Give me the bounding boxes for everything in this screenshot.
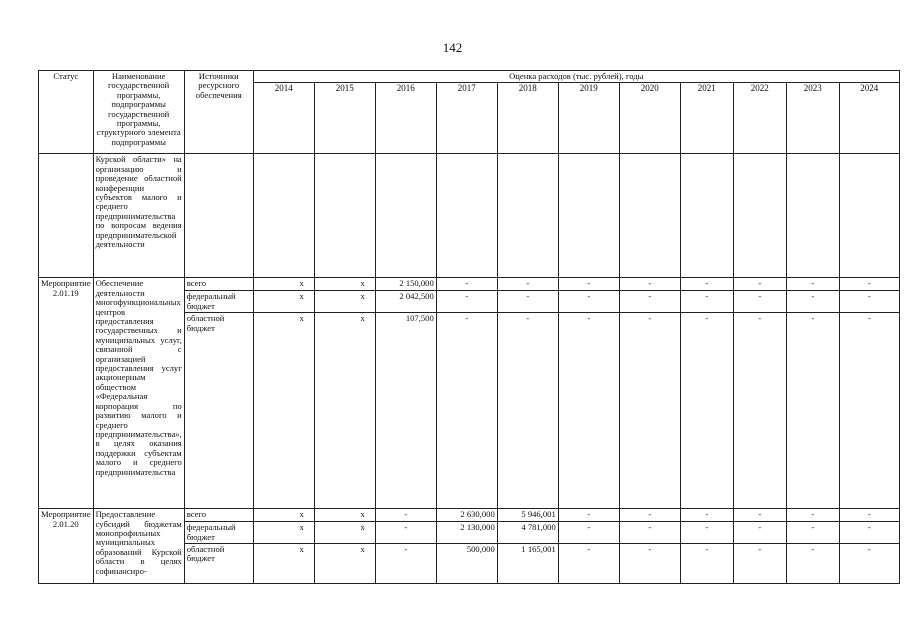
table-row xyxy=(39,509,900,522)
value-2021: - xyxy=(680,509,733,522)
funding-source: областной бюджет xyxy=(184,544,253,584)
funding-source: федеральный бюджет xyxy=(184,291,253,313)
value-2018: 1 165,001 xyxy=(497,544,558,584)
cell-status xyxy=(39,154,94,278)
cell-empty xyxy=(436,154,497,278)
value-2015: x xyxy=(314,509,375,522)
value-2019: - xyxy=(558,509,619,522)
cell-empty xyxy=(497,154,558,278)
value-2019: - xyxy=(558,313,619,509)
cell-empty xyxy=(375,154,436,278)
year-header-2021: 2021 xyxy=(680,83,733,154)
header-source: Источники ресурсного обеспечения xyxy=(184,71,253,154)
year-header-2019: 2019 xyxy=(558,83,619,154)
value-2016: - xyxy=(375,522,436,544)
value-2024: - xyxy=(839,509,899,522)
year-header-2022: 2022 xyxy=(733,83,786,154)
value-2024: - xyxy=(839,313,899,509)
value-2021: - xyxy=(680,313,733,509)
cell-empty xyxy=(619,154,680,278)
value-2022: - xyxy=(733,278,786,291)
cell-empty xyxy=(786,154,839,278)
year-header-2024: 2024 xyxy=(839,83,899,154)
value-2020: - xyxy=(619,522,680,544)
value-2018: 4 781,000 xyxy=(497,522,558,544)
value-2022: - xyxy=(733,544,786,584)
year-header-2018: 2018 xyxy=(497,83,558,154)
value-2018: - xyxy=(497,291,558,313)
value-2018: - xyxy=(497,278,558,291)
value-2015: x xyxy=(314,278,375,291)
value-2019: - xyxy=(558,544,619,584)
value-2016: - xyxy=(375,544,436,584)
value-2020: - xyxy=(619,509,680,522)
value-2022: - xyxy=(733,291,786,313)
year-header-2016: 2016 xyxy=(375,83,436,154)
value-2014: x xyxy=(253,544,314,584)
table-body xyxy=(39,154,900,584)
year-header-2020: 2020 xyxy=(619,83,680,154)
measure-status: Мероприятие 2.01.20 xyxy=(39,509,94,584)
header-estimate: Оценка расходов (тыс. рублей), годы xyxy=(253,71,899,83)
value-2014: x xyxy=(253,291,314,313)
measure-status: Мероприятие 2.01.19 xyxy=(39,278,94,509)
value-2023: - xyxy=(786,509,839,522)
value-2020: - xyxy=(619,313,680,509)
value-2020: - xyxy=(619,278,680,291)
expenditure-table xyxy=(38,70,900,584)
value-2014: x xyxy=(253,522,314,544)
value-2019: - xyxy=(558,522,619,544)
value-2023: - xyxy=(786,291,839,313)
funding-source: всего xyxy=(184,509,253,522)
value-2017: - xyxy=(436,313,497,509)
value-2022: - xyxy=(733,313,786,509)
header-name: Наименование государственной программы, подпрограммы государственной программы, структурного элемента подпрограммы xyxy=(93,71,184,154)
cell-empty xyxy=(253,154,314,278)
value-2023: - xyxy=(786,313,839,509)
page-number: 142 xyxy=(442,40,463,55)
value-2017: - xyxy=(436,291,497,313)
value-2019: - xyxy=(558,278,619,291)
cell-empty xyxy=(839,154,899,278)
year-header-2014: 2014 xyxy=(253,83,314,154)
year-header-2023: 2023 xyxy=(786,83,839,154)
value-2021: - xyxy=(680,522,733,544)
value-2022: - xyxy=(733,509,786,522)
funding-source: областной бюджет xyxy=(184,313,253,509)
value-2015: x xyxy=(314,313,375,509)
cell-empty xyxy=(184,154,253,278)
value-2023: - xyxy=(786,522,839,544)
year-header-2017: 2017 xyxy=(436,83,497,154)
value-2021: - xyxy=(680,291,733,313)
value-2020: - xyxy=(619,544,680,584)
measure-name: Предоставление субсидий бюджетам монопрофильных муниципальных образований Курской области в целях софинансиро- xyxy=(93,509,184,584)
value-2024: - xyxy=(839,291,899,313)
value-2016: - xyxy=(375,509,436,522)
value-2017: 2 130,000 xyxy=(436,522,497,544)
funding-source: всего xyxy=(184,278,253,291)
value-2014: x xyxy=(253,278,314,291)
cell-empty xyxy=(558,154,619,278)
value-2021: - xyxy=(680,544,733,584)
value-2018: - xyxy=(497,313,558,509)
table-row xyxy=(39,278,900,291)
value-2017: 500,000 xyxy=(436,544,497,584)
value-2016: 107,500 xyxy=(375,313,436,509)
table-header xyxy=(39,71,900,154)
value-2017: 2 630,000 xyxy=(436,509,497,522)
cell-name: Курской области» на организацию и проведение областной конференции субъектов малого и среднего предпринимательства по вопросам ведения предпринимательской деятельности xyxy=(93,154,184,278)
continuation-row xyxy=(39,154,900,278)
value-2023: - xyxy=(786,544,839,584)
header-status: Статус xyxy=(39,71,94,154)
value-2014: x xyxy=(253,509,314,522)
value-2015: x xyxy=(314,522,375,544)
cell-empty xyxy=(314,154,375,278)
measure-name: Обеспечение деятельности многофункциональных центров предоставления государственных и муниципальных услуг, связанной с организацией предоставления услуг акционерным обществом «Федеральная корпорация по развитию малого и среднего предпринимательства», в целях оказания поддержки субъектам малого и среднего предпринимательства xyxy=(93,278,184,509)
value-2017: - xyxy=(436,278,497,291)
value-2015: x xyxy=(314,544,375,584)
value-2024: - xyxy=(839,522,899,544)
cell-empty xyxy=(733,154,786,278)
value-2016: 2 042,500 xyxy=(375,291,436,313)
value-2022: - xyxy=(733,522,786,544)
funding-source: федеральный бюджет xyxy=(184,522,253,544)
value-2023: - xyxy=(786,278,839,291)
value-2015: x xyxy=(314,291,375,313)
value-2024: - xyxy=(839,278,899,291)
value-2018: 5 946,001 xyxy=(497,509,558,522)
cell-empty xyxy=(680,154,733,278)
value-2021: - xyxy=(680,278,733,291)
year-header-2015: 2015 xyxy=(314,83,375,154)
value-2020: - xyxy=(619,291,680,313)
value-2019: - xyxy=(558,291,619,313)
value-2014: x xyxy=(253,313,314,509)
value-2016: 2 150,000 xyxy=(375,278,436,291)
value-2024: - xyxy=(839,544,899,584)
